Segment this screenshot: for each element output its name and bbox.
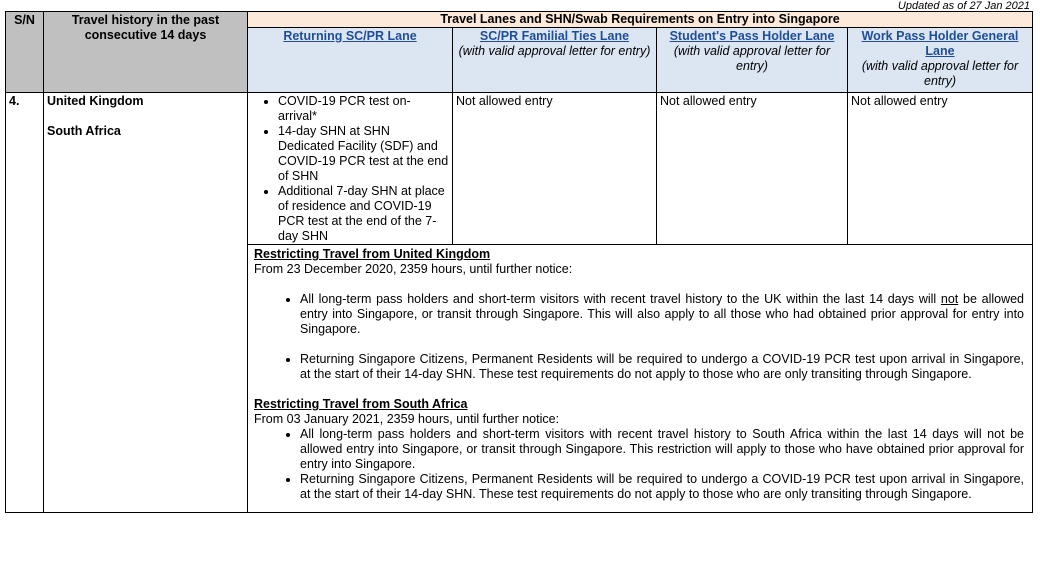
sa-note-item: • Returning Singapore Citizens, Permanent Residents will be required to undergo a COVID-19 PCR test upon arrival in Singapore, at the start of their 14-day SHN. These test requirements do not apply to those who are only transiting through Singapore. [300,472,1024,502]
row-countries [44,93,248,513]
updated-date: Updated as of 27 Jan 2021 [897,0,1030,12]
travel-requirements-table [5,11,1033,513]
uk-note-item: • All long-term pass holders and short-term visitors with recent travel history to the UK within the last 14 days will not be allowed entry into Singapore, or transit through Singapore. This will also apply to all those who had obtained prior approval for entry into Singapore. [300,292,1024,337]
country-sa: South Africa [47,124,121,138]
lane-student-header [657,28,848,93]
sa-note-list [254,427,1024,502]
lane-work-link[interactable]: Work Pass Holder General Lane [861,29,1019,58]
lane-familial-note: (with valid approval letter for entry) [458,44,651,58]
row-sn: 4. [6,93,44,513]
returning-item: • COVID-19 PCR test on-arrival* [278,94,449,124]
sn-header: S/N [6,12,44,93]
notes-cell [248,245,1033,513]
history-header: Travel history in the past consecutive 14 days [44,12,248,93]
header-row-top [6,12,1033,28]
uk-note-from: From 23 December 2020, 2359 hours, until further notice: [254,262,573,276]
familial-requirements: Not allowed entry [453,93,657,245]
returning-item: • Additional 7-day SHN at place of residence and COVID-19 PCR test at the end of the 7-day SHN [278,184,449,244]
row-4 [6,93,1033,245]
lane-work-header [848,28,1033,93]
emphasis-not: not [940,292,959,306]
country-uk: United Kingdom [47,94,144,108]
sa-note-item: • All long-term pass holders and short-term visitors with recent travel history to South Africa within the last 14 days will not be allowed entry into Singapore, or transit through Singapore. This restriction will apply to those who have obtained prior approval for entry into Singapore. [300,427,1024,472]
work-requirements: Not allowed entry [848,93,1033,245]
uk-note-item: • Returning Singapore Citizens, Permanent Residents will be required to undergo a COVID-19 PCR test upon arrival in Singapore, at the start of their 14-day SHN. These test requirements do not apply to those who are only transiting through Singapore. [300,352,1024,382]
lane-returning-header [248,28,453,93]
uk-note-list [254,292,1024,382]
lane-work-note: (with valid approval letter for entry) [861,59,1019,88]
student-requirements: Not allowed entry [657,93,848,245]
returning-item: • 14-day SHN at SHN Dedicated Facility (SDF) and COVID-19 PCR test at the end of SHN [278,124,449,184]
lane-student-link[interactable]: Student's Pass Holder Lane [669,29,835,43]
returning-list [251,94,449,244]
lane-familial-link[interactable]: SC/PR Familial Ties Lane [479,29,630,43]
sa-note-from: From 03 January 2021, 2359 hours, until further notice: [254,412,560,426]
lane-student-note: (with valid approval letter for entry) [673,44,831,73]
lanes-header: Travel Lanes and SHN/Swab Requirements on Entry into Singapore [248,12,1033,28]
lane-familial-header [453,28,657,93]
sa-note-title: Restricting Travel from South Africa [254,397,468,411]
lane-returning-link[interactable]: Returning SC/PR Lane [283,29,417,43]
returning-requirements [248,93,453,245]
uk-note-title: Restricting Travel from United Kingdom [254,247,491,261]
